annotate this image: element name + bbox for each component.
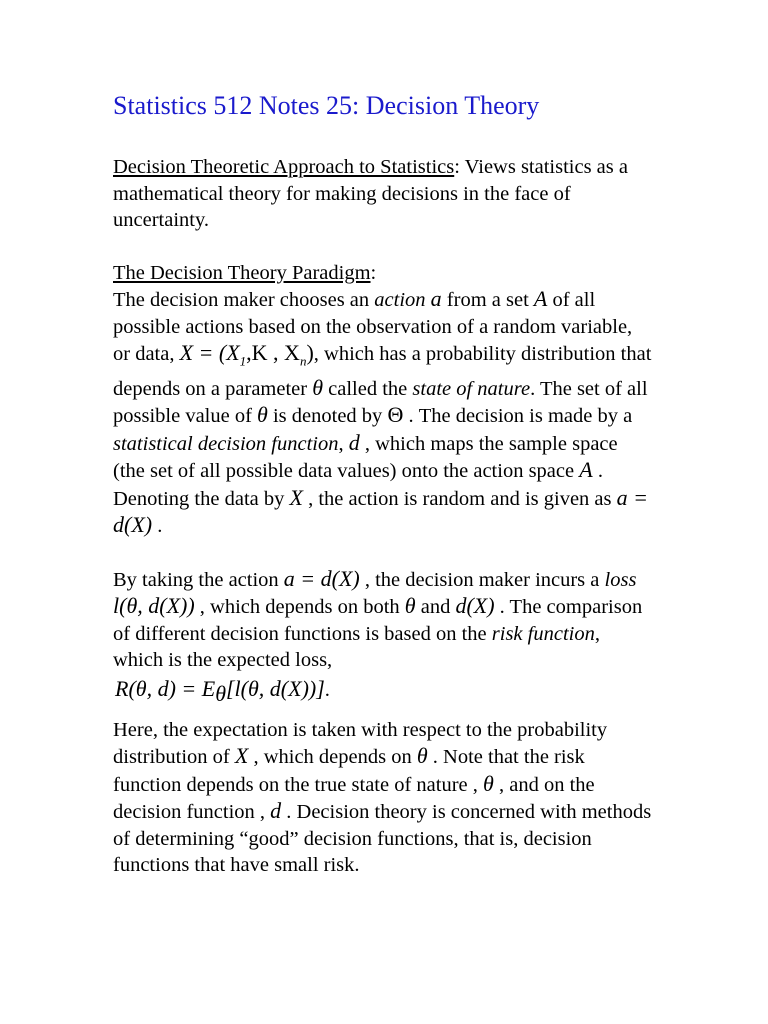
paradigm-heading: The Decision Theory Paradigm [113,261,371,284]
term-risk-function: risk function [491,622,595,645]
paradigm-text-8: . The decision is made by a [403,405,633,428]
paradigm-text-7: is denoted by [267,405,388,428]
math-X-vector [179,340,314,369]
math-a-equals-dX: a = d(X) [113,484,648,538]
math-A: A [579,457,593,483]
document-page [113,88,653,879]
term-state-of-nature: state of nature [412,377,531,400]
math-loss-expr: l(θ, d(X)) [113,593,195,619]
paradigm-text-10: , which maps the sample space (the set of all possible data values) onto the action space [113,432,618,483]
exp-text-5: . Decision theory is concerned with methods of determining “good” decision functions, that is, decision functions that have small risk. [113,801,652,877]
math-X-start: X = (X [179,340,240,365]
paradigm-text-6: . The set of all possible value of [113,377,648,428]
risk-text-5: . The comparison of different decision functions is based on the [113,596,643,645]
math-a-equals-dX: a = d(X) [283,565,360,591]
math-theta: θ [416,743,428,769]
math-X-end: ) [306,340,314,365]
paradigm-text-5: called the [323,377,413,400]
math-risk-rhs: [l(θ, d(X))] [226,675,325,701]
math-sub-theta: θ [215,680,226,706]
risk-text-4: and [415,596,456,619]
math-theta: θ [312,374,324,400]
math-theta: θ [404,593,416,619]
paragraph-risk [113,566,653,674]
paradigm-text-9: , [338,432,349,455]
math-X: X [289,484,303,510]
intro-heading: Decision Theoretic Approach to Statistics [113,156,455,178]
paradigm-text-4: , which has a probability distribution that depends on a parameter [113,343,652,400]
paragraph-intro [113,154,653,234]
math-theta: θ [483,770,494,796]
spacer [113,540,653,566]
math-d: d [348,429,360,455]
math-sub-1: 1 [239,353,247,369]
exp-text-3: . Note that the risk function depends on the true state of nature , [113,746,585,796]
risk-equation [113,674,653,709]
page-title: Statistics 512 Notes 25: Decision Theory [113,91,540,120]
intro-text: : Views statistics as a mathematical theory for making decisions in the face of uncertainty. [113,156,628,231]
exp-text-4: , and on the decision function , [113,773,595,824]
paragraph-paradigm [113,260,653,540]
exp-text-2: , which depends on [248,746,417,769]
term-loss: loss [604,568,637,591]
term-statistical-decision-function: statistical decision function [113,432,339,455]
spacer [113,709,653,717]
math-dX: d(X) [455,593,495,619]
paradigm-text-3: of all possible actions based on the observation of a random variable, or data, [113,289,633,365]
paradigm-text-13: . [152,515,163,538]
term-action: action [374,289,426,311]
paradigm-text-11: . Denoting the data by [113,460,603,510]
math-theta: θ [257,402,268,428]
math-d: d [270,798,282,824]
paradigm-text-1: The decision maker chooses an [113,289,375,311]
risk-text-1: By taking the action [113,568,284,591]
math-X-mid: ,K , X [246,340,300,365]
paradigm-text-2: from a set [441,289,534,311]
spacer [113,234,653,260]
math-sub-n: n [299,353,307,369]
math-risk-lhs: R(θ, d) = E [115,675,216,701]
risk-text-2: , the decision maker incurs a [359,568,605,591]
exp-text-1: Here, the expectation is taken with respect to the probability distribution of [113,718,608,769]
math-X: X [234,743,249,769]
math-A: A [533,286,548,311]
paragraph-expectation [113,717,653,879]
risk-text-3: , which depends on both [194,596,405,619]
math-a: a [430,286,442,311]
paradigm-colon: : [370,261,377,284]
risk-period: . [324,678,330,701]
math-Theta: Θ [387,402,404,428]
risk-text-6: , which is the expected loss, [113,622,600,672]
paradigm-text-12: , the action is random and is given as [302,487,617,510]
